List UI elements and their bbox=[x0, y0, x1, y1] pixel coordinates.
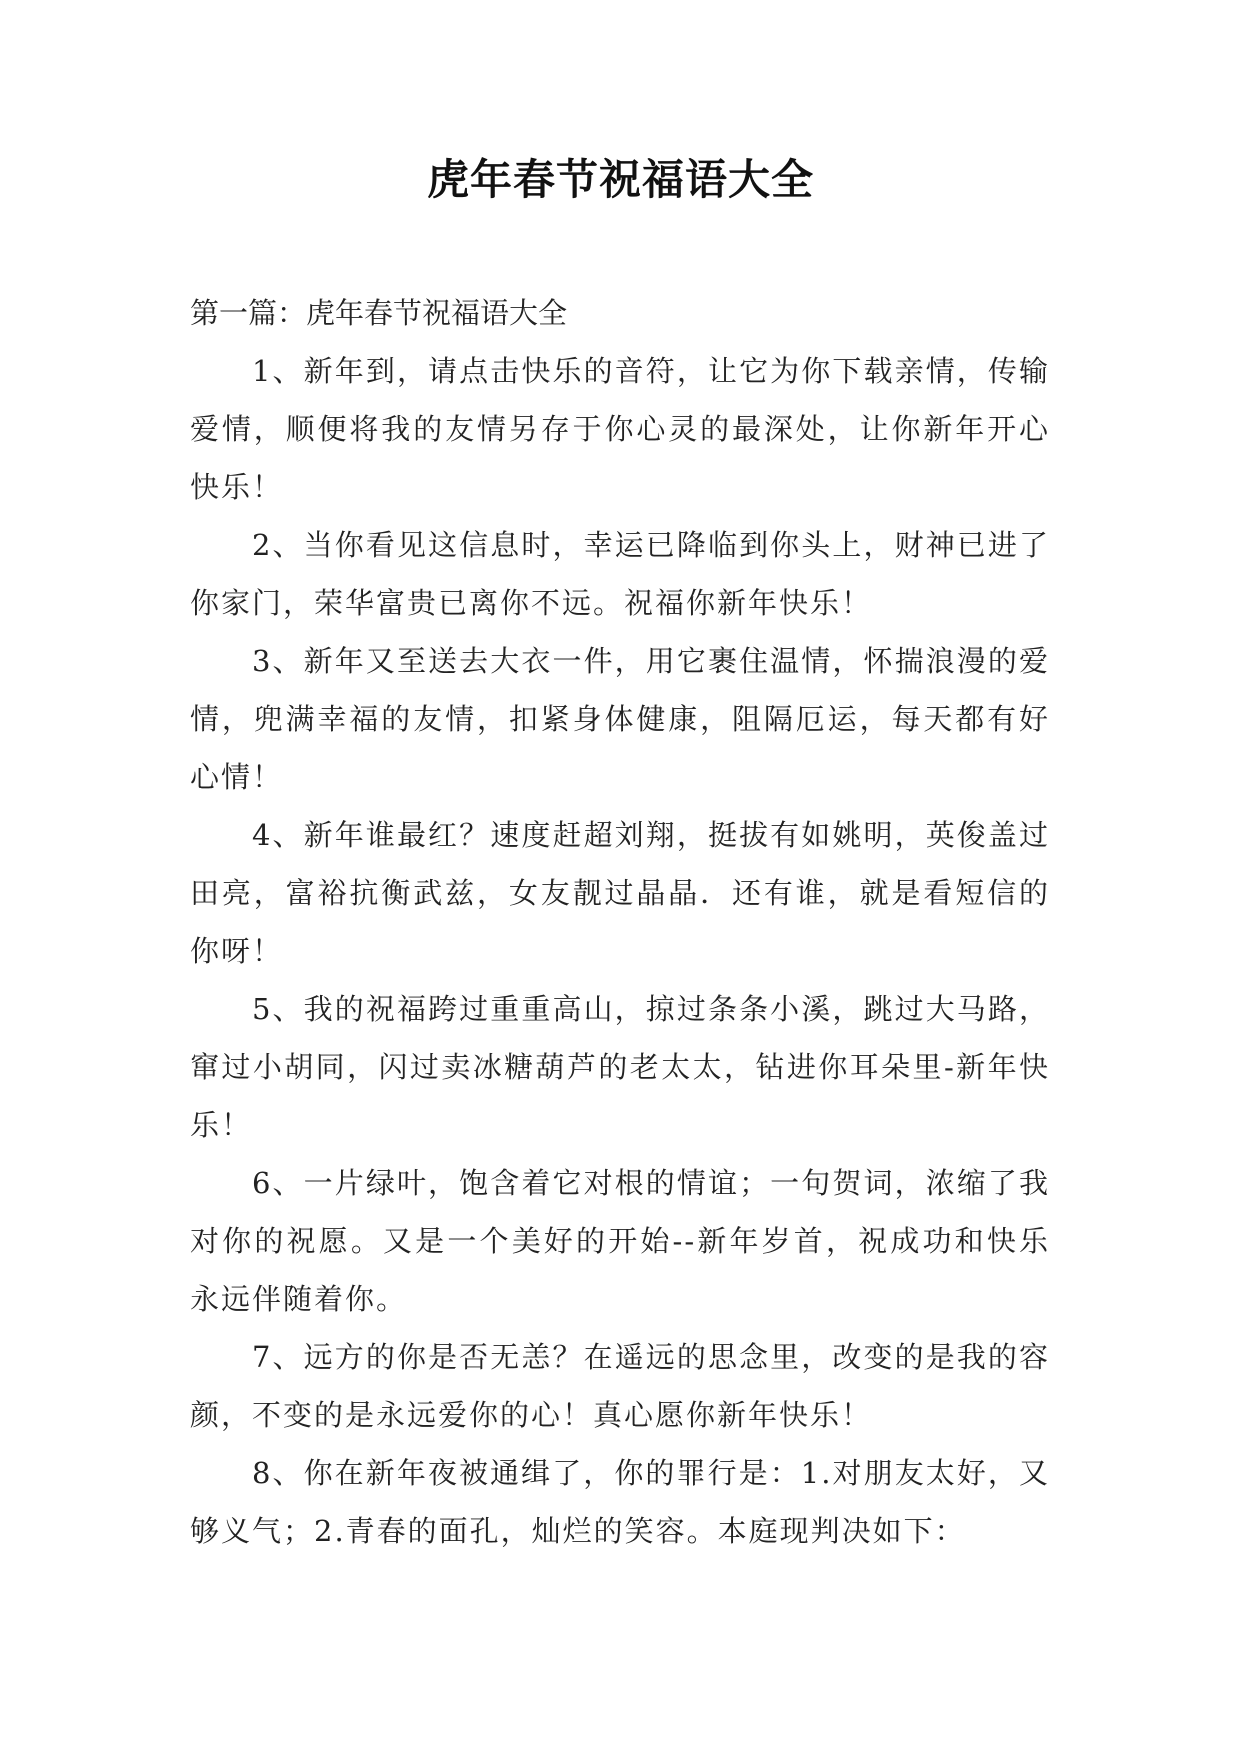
paragraph-4: 4、新年谁最红？速度赶超刘翔，挺拔有如姚明，英俊盖过田亮，富裕抗衡武兹，女友靓过晶晶．还有谁，就是看短信的你呀！ bbox=[190, 818, 1050, 968]
section-heading: 第一篇：虎年春节祝福语大全 bbox=[190, 296, 568, 330]
paragraph-5: 5、我的祝福跨过重重高山，掠过条条小溪，跳过大马路，窜过小胡同，闪过卖冰糖葫芦的老太太，钻进你耳朵里-新年快乐！ bbox=[190, 992, 1050, 1142]
paragraph-3: 3、新年又至送去大衣一件，用它裹住温情，怀揣浪漫的爱情，兜满幸福的友情，扣紧身体健康，阻隔厄运，每天都有好心情！ bbox=[190, 644, 1050, 794]
document-body bbox=[190, 284, 1050, 1560]
paragraph-8: 8、你在新年夜被通缉了，你的罪行是：1.对朋友太好，又够义气；2.青春的面孔，灿烂的笑容。本庭现判决如下： bbox=[190, 1456, 1050, 1548]
paragraph-6: 6、一片绿叶，饱含着它对根的情谊；一句贺词，浓缩了我对你的祝愿。又是一个美好的开始--新年岁首，祝成功和快乐永远伴随着你。 bbox=[190, 1166, 1050, 1316]
paragraph-1: 1、新年到，请点击快乐的音符，让它为你下载亲情，传输爱情，顺便将我的友情另存于你心灵的最深处，让你新年开心快乐！ bbox=[190, 354, 1050, 504]
document-title: 虎年春节祝福语大全 bbox=[426, 155, 814, 204]
paragraph-7: 7、远方的你是否无恙？在遥远的思念里，改变的是我的容颜，不变的是永远爱你的心！真心愿你新年快乐！ bbox=[190, 1340, 1050, 1432]
paragraph-2: 2、当你看见这信息时，幸运已降临到你头上，财神已进了你家门，荣华富贵已离你不远。祝福你新年快乐！ bbox=[190, 528, 1050, 620]
